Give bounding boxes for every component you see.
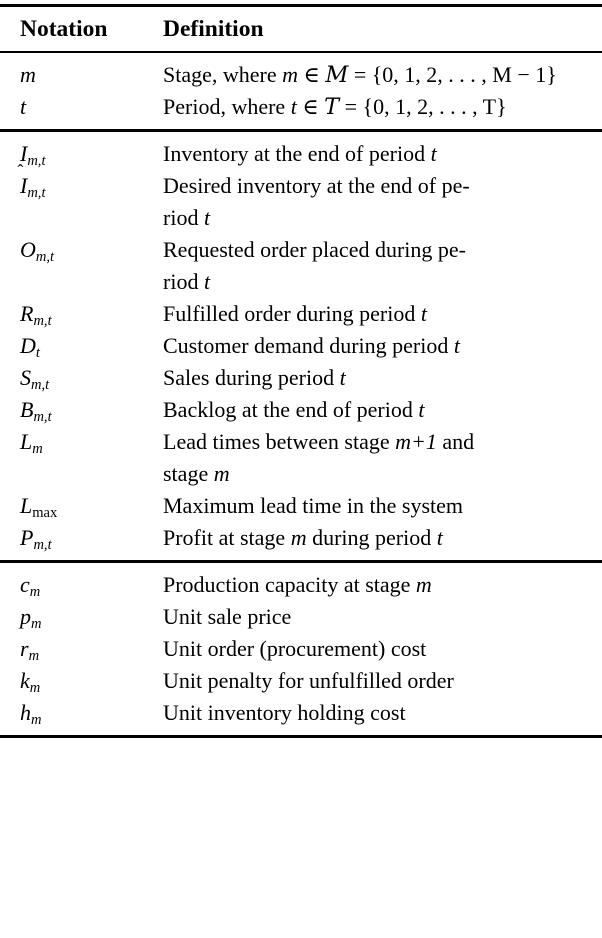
row-notation: [0, 170, 163, 202]
table-section-variables: [0, 132, 602, 560]
row-definition: [163, 298, 602, 330]
row-notation: [0, 234, 163, 266]
def-text: stage: [163, 461, 209, 486]
symbol-m: m: [20, 62, 36, 87]
table-row: [0, 426, 602, 490]
def-text: riod: [163, 269, 199, 294]
row-notation: [0, 132, 163, 170]
def-text: Stage,: [163, 62, 218, 87]
row-definition: Unit order (procurement) cost: [163, 636, 427, 661]
row-definition: [163, 563, 602, 601]
row-notation: [0, 298, 163, 330]
symbol-element-of: ∈: [302, 94, 319, 119]
symbol-m: m: [282, 62, 299, 87]
def-text: Sales during period: [163, 365, 335, 390]
row-definition: [163, 53, 602, 91]
row-notation: [0, 394, 163, 426]
symbol-t: t: [430, 141, 437, 166]
column-header-notation: Notation: [20, 16, 108, 42]
symbol-m: m: [213, 461, 230, 486]
symbol-cal-T: T: [324, 94, 340, 120]
def-text: Requested order placed during pe-: [163, 237, 466, 262]
symbol-D: $D_t$: [20, 333, 40, 362]
symbol-h: $h_m$: [20, 700, 42, 729]
symbol-m: m: [290, 525, 307, 550]
symbol-L-max: $L_{max}$: [20, 493, 58, 522]
def-text: Lead times between stage: [163, 429, 390, 454]
column-header-definition: Definition: [163, 16, 264, 42]
row-definition: [163, 91, 602, 129]
symbol-t: t: [339, 365, 346, 390]
row-definition: [163, 522, 602, 560]
symbol-P: $P_{m,t}$: [20, 525, 52, 554]
row-notation: [0, 633, 163, 665]
row-notation: [0, 665, 163, 697]
row-notation: [0, 53, 163, 91]
symbol-p: $p_m$: [20, 604, 42, 633]
symbol-t: t: [453, 333, 460, 358]
table-row: [0, 601, 602, 633]
def-text: Production capacity at stage: [163, 572, 411, 597]
symbol-equals: =: [344, 94, 358, 119]
row-definition: [163, 234, 602, 298]
row-definition: [163, 362, 602, 394]
set-definition-t: {0, 1, 2, . . . , T}: [362, 94, 507, 119]
symbol-r: $r_m$: [20, 636, 40, 665]
symbol-t: t: [436, 525, 443, 550]
def-text: Profit at stage: [163, 525, 286, 550]
table-row: [0, 234, 602, 298]
table-row: [0, 170, 602, 234]
symbol-t: t: [420, 301, 427, 326]
row-definition: [163, 330, 602, 362]
table-row: [0, 91, 602, 129]
table-row: [0, 362, 602, 394]
symbol-t: t: [20, 94, 27, 119]
row-definition: [163, 170, 602, 234]
table-header-row: [0, 7, 602, 51]
row-notation: [0, 426, 163, 458]
row-notation: [0, 91, 163, 129]
symbol-t: t: [203, 205, 211, 230]
table-row: [0, 298, 602, 330]
symbol-k: $k_m$: [20, 668, 41, 697]
row-definition: [163, 490, 602, 522]
symbol-m: m: [415, 572, 432, 597]
symbol-t: t: [203, 269, 211, 294]
symbol-O: $O_{m,t}$: [20, 237, 55, 266]
symbol-S: $S_{m,t}$: [20, 365, 50, 394]
def-text: Backlog at the end of period: [163, 397, 413, 422]
symbol-equals: =: [353, 62, 367, 87]
table-section-indices: [0, 53, 602, 129]
set-definition-m: {0, 1, 2, . . . , M − 1}: [371, 62, 557, 87]
symbol-B: $B_{m,t}$: [20, 397, 52, 426]
symbol-R: $R_{m,t}$: [20, 301, 52, 330]
symbol-m-plus-1: m+1: [395, 429, 437, 454]
row-notation: [0, 601, 163, 633]
row-notation: [0, 490, 163, 522]
def-text: where: [222, 62, 277, 87]
row-definition: [163, 394, 602, 426]
def-text: and: [442, 429, 475, 454]
symbol-t: t: [418, 397, 425, 422]
row-notation: [0, 522, 163, 560]
symbol-element-of: ∈: [303, 62, 320, 87]
table-row: [0, 697, 602, 735]
def-text: Period,: [163, 94, 226, 119]
row-notation: [0, 697, 163, 735]
def-text: Inventory at the end of period: [163, 141, 426, 166]
symbol-t: t: [290, 94, 297, 119]
def-text: where: [231, 94, 286, 119]
def-text: Customer demand during period: [163, 333, 449, 358]
table-row: [0, 633, 602, 665]
def-text: riod: [163, 205, 199, 230]
row-definition: [163, 426, 602, 490]
row-notation: [0, 362, 163, 394]
table-bottom-rule: [0, 735, 602, 738]
def-text: Fulfilled order during period: [163, 301, 416, 326]
row-definition: [163, 132, 602, 170]
symbol-c: $c_m$: [20, 572, 41, 601]
row-notation: [0, 563, 163, 601]
symbol-I: $I_{m,t}$: [20, 141, 46, 170]
symbol-I-hat: $I_{m,t}$: [20, 173, 46, 202]
table-row: [0, 563, 602, 601]
notation-table: [0, 4, 602, 738]
row-definition: Unit sale price: [163, 604, 292, 629]
table-row: [0, 53, 602, 91]
table-section-parameters: [0, 563, 602, 735]
row-notation: [0, 330, 163, 362]
symbol-L: $L_m$: [20, 429, 43, 458]
def-text: during period: [312, 525, 432, 550]
row-definition: Unit inventory holding cost: [163, 700, 406, 725]
table-row: [0, 522, 602, 560]
def-text: Desired inventory at the end of pe-: [163, 173, 470, 198]
table-row: [0, 665, 602, 697]
table-row: [0, 394, 602, 426]
row-definition: Unit penalty for unfulfilled order: [163, 668, 454, 693]
table-row: [0, 132, 602, 170]
symbol-cal-M: M: [325, 62, 349, 88]
table-row: [0, 330, 602, 362]
table-row: [0, 490, 602, 522]
def-text: Maximum lead time in the system: [163, 493, 464, 518]
